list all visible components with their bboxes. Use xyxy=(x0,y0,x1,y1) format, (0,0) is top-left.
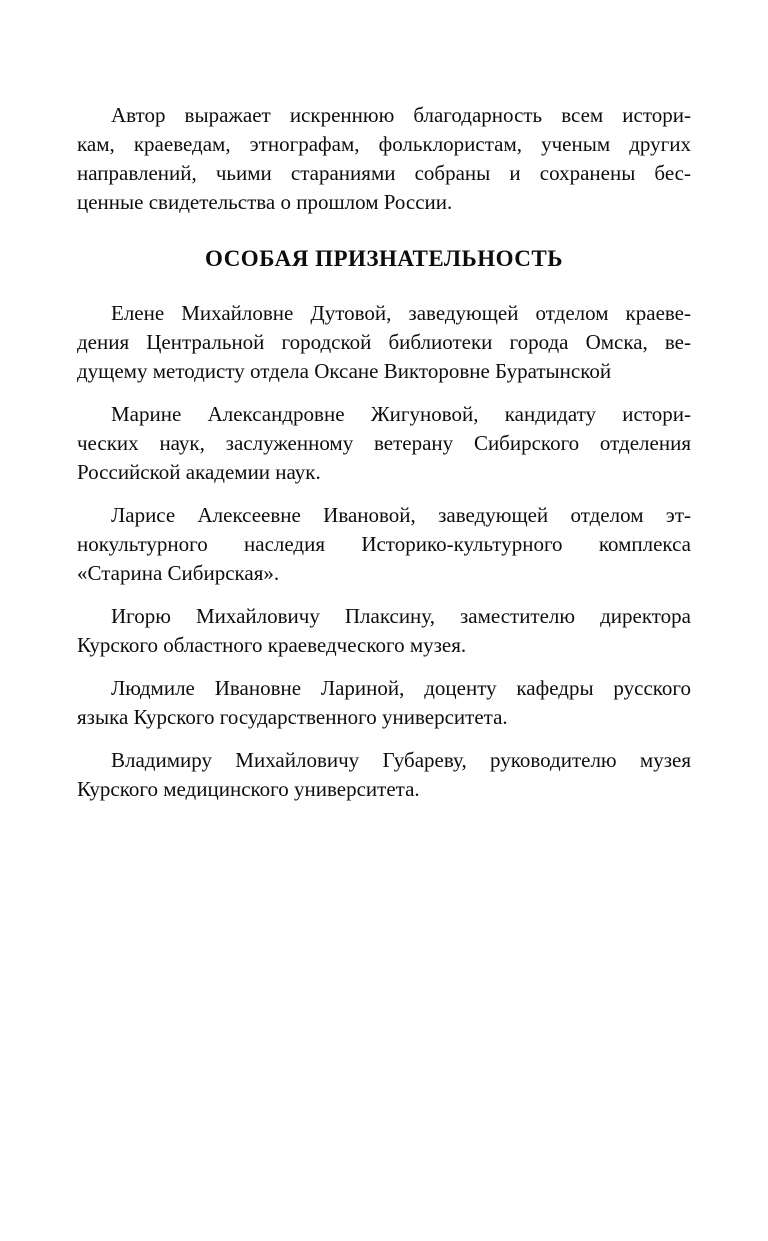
acknowledgement-paragraph xyxy=(77,674,691,732)
text-line: ценные свидетельства о прошлом России. xyxy=(77,190,453,214)
intro-paragraph xyxy=(77,101,691,217)
acknowledgement-paragraph xyxy=(77,602,691,660)
section-heading: ОСОБАЯ ПРИЗНАТЕЛЬНОСТЬ xyxy=(205,246,563,271)
text-line: нокультурного наследия Историко-культурного комплекса xyxy=(77,532,691,556)
text-line: дущему методисту отдела Оксане Викторовне Буратынской xyxy=(77,359,612,383)
text-line: Людмиле Ивановне Лариной, доценту кафедры русского xyxy=(111,676,691,700)
text-line: дения Центральной городской библиотеки города Омска, ве- xyxy=(77,330,691,354)
text-line: кам, краеведам, этнографам, фольклористам, ученым других xyxy=(77,132,691,156)
text-line: Курского областного краеведческого музея. xyxy=(77,633,467,657)
text-line: Елене Михайловне Дутовой, заведующей отделом краеве- xyxy=(111,301,691,325)
text-line: Владимиру Михайловичу Губареву, руководителю музея xyxy=(111,748,691,772)
text-line: Курского медицинского университета. xyxy=(77,777,420,801)
text-column xyxy=(77,101,691,804)
text-line: ческих наук, заслуженному ветерану Сибирского отделения xyxy=(77,431,691,455)
text-line: Игорю Михайловичу Плаксину, заместителю директора xyxy=(111,604,691,628)
text-line: Автор выражает искреннюю благодарность всем истори- xyxy=(111,103,691,127)
text-line: Ларисе Алексеевне Ивановой, заведующей отделом эт- xyxy=(111,503,691,527)
text-line: направлений, чьими стараниями собраны и сохранены бес- xyxy=(77,161,691,185)
acknowledgement-paragraph xyxy=(77,501,691,588)
text-line: Российской академии наук. xyxy=(77,460,321,484)
text-line: языка Курского государственного университета. xyxy=(77,705,508,729)
text-line: Марине Александровне Жигуновой, кандидату истори- xyxy=(111,402,691,426)
text-line: «Старина Сибирская». xyxy=(77,561,280,585)
acknowledgement-paragraph xyxy=(77,299,691,386)
acknowledgement-paragraph xyxy=(77,400,691,487)
acknowledgement-paragraph xyxy=(77,746,691,804)
